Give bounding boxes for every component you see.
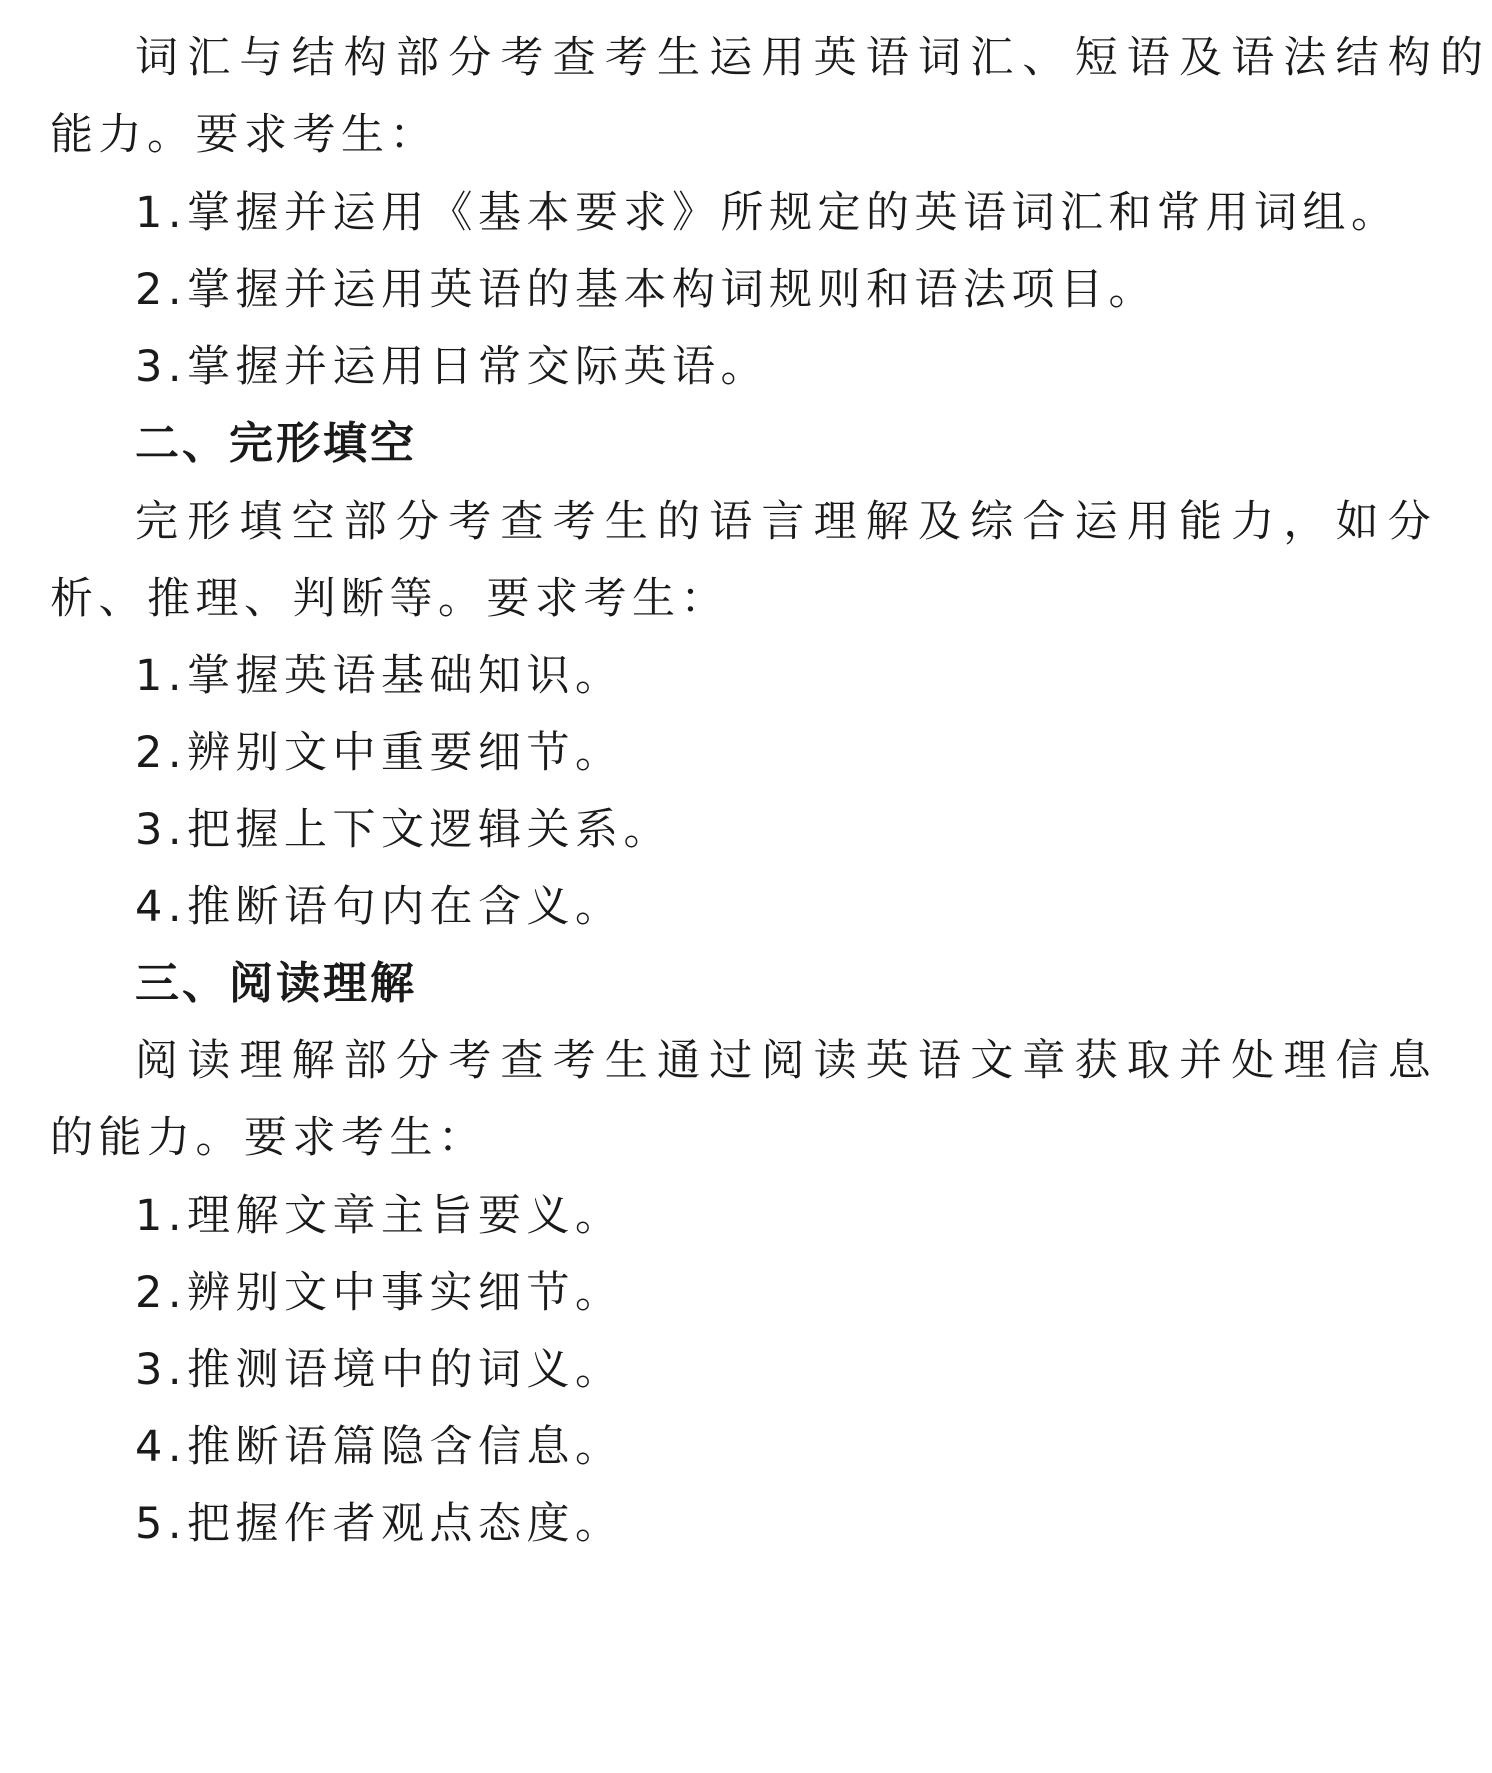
- section3-item-1: 1.理解文章主旨要义。: [135, 1191, 624, 1241]
- section3-intro-line1: 阅读理解部分考查考生通过阅读英语文章获取并处理信息: [135, 1036, 1440, 1086]
- section1-item-1: 1.掌握并运用《基本要求》所规定的英语词汇和常用词组。: [135, 188, 1400, 238]
- section1-item-2: 2.掌握并运用英语的基本构词规则和语法项目。: [135, 265, 1158, 315]
- section3-item-3: 3.推测语境中的词义。: [135, 1345, 624, 1395]
- section2-intro-line2: 析、推理、判断等。要求考生：: [50, 574, 729, 624]
- section3-item-5: 5.把握作者观点态度。: [135, 1499, 624, 1549]
- section1-intro-line2: 能力。要求考生：: [50, 110, 438, 160]
- section2-item-3: 3.把握上下文逻辑关系。: [135, 805, 673, 855]
- section3-intro-line2: 的能力。要求考生：: [50, 1113, 487, 1163]
- section1-item-3: 3.掌握并运用日常交际英语。: [135, 342, 770, 392]
- section3-item-4: 4.推断语篇隐含信息。: [135, 1422, 624, 1472]
- section2-item-2: 2.辨别文中重要细节。: [135, 728, 624, 778]
- section1-intro-line1: 词汇与结构部分考查考生运用英语词汇、短语及语法结构的: [135, 33, 1492, 83]
- section3-item-2: 2.辨别文中事实细节。: [135, 1268, 624, 1318]
- section3-heading: 三、阅读理解: [135, 958, 417, 1009]
- section2-item-4: 4.推断语句内在含义。: [135, 882, 624, 932]
- section2-intro-line1: 完形填空部分考查考生的语言理解及综合运用能力，如分: [135, 497, 1440, 547]
- section2-item-1: 1.掌握英语基础知识。: [135, 651, 624, 701]
- section2-heading: 二、完形填空: [135, 418, 417, 469]
